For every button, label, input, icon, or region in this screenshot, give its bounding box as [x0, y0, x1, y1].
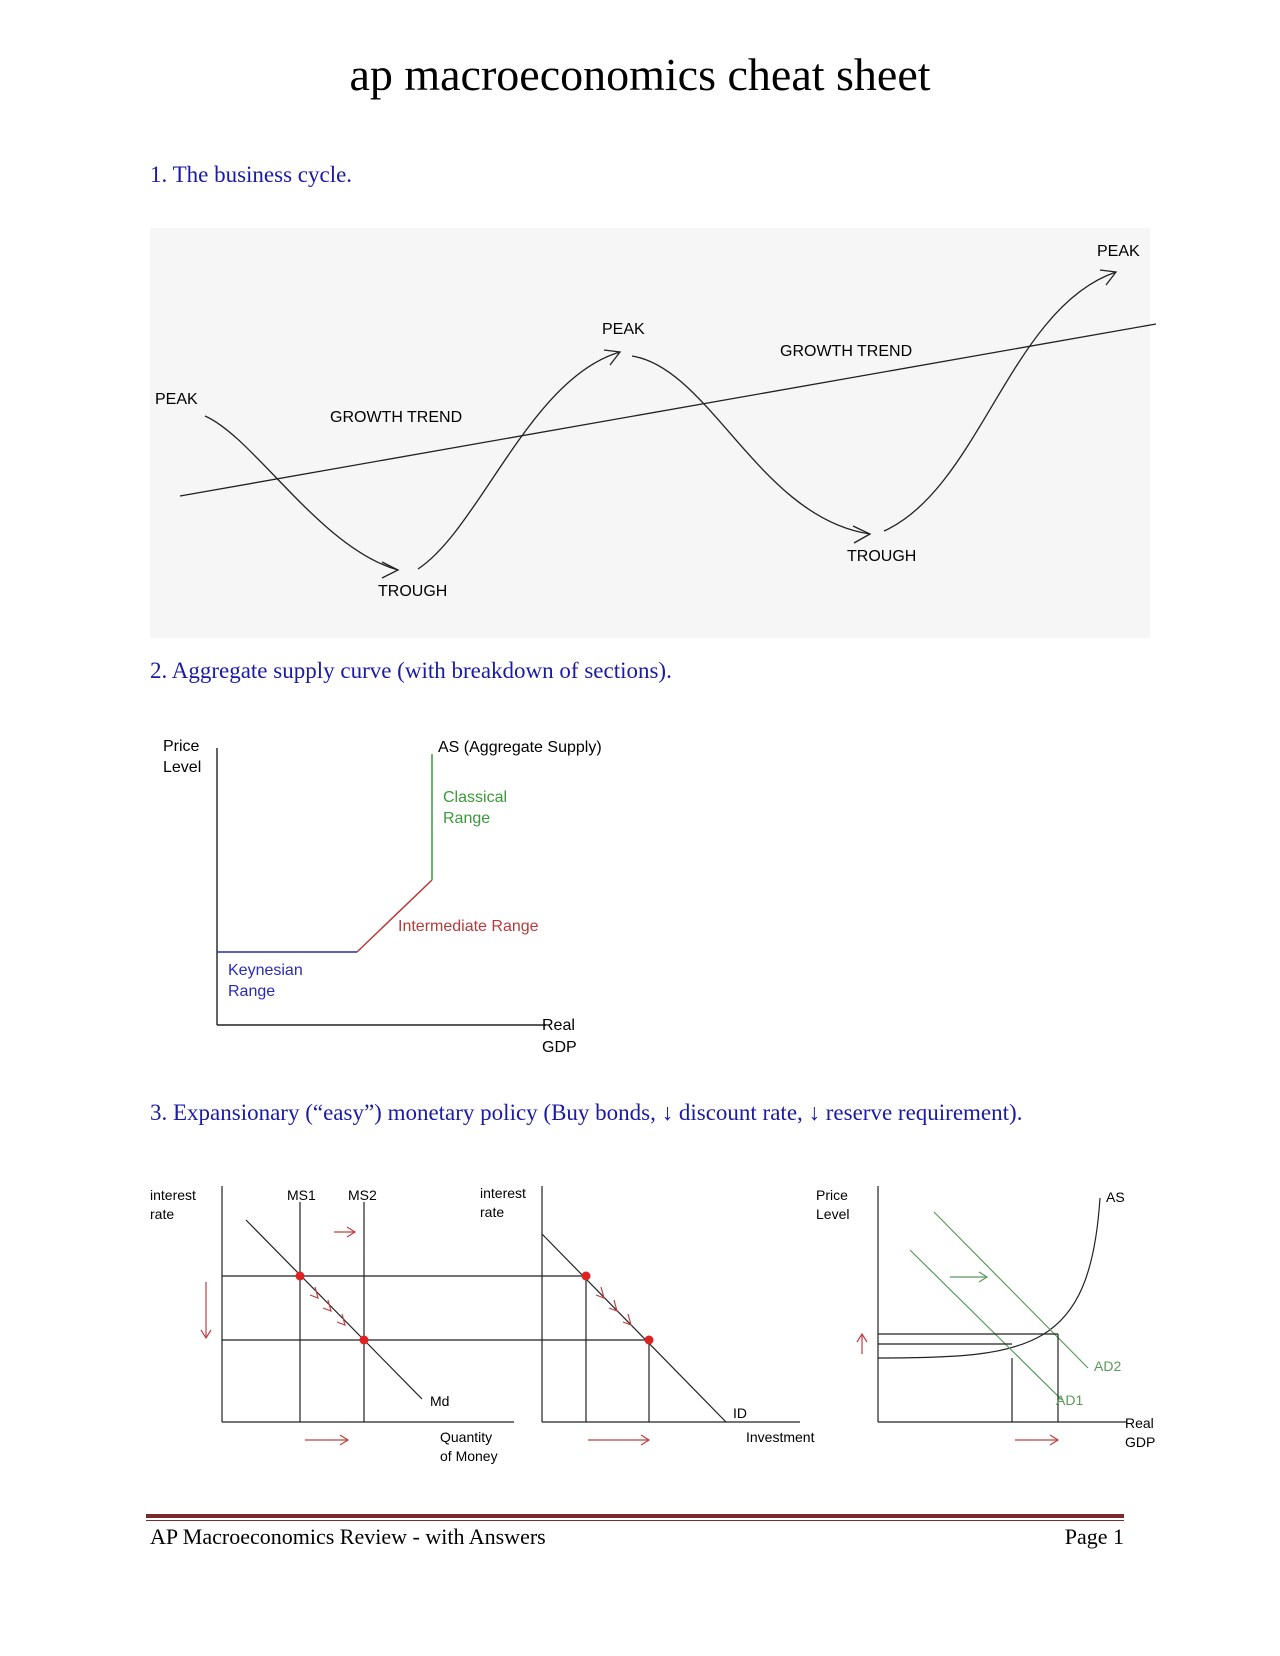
page-number: Page 1	[1064, 1524, 1124, 1549]
growth-trend-label: GROWTH TREND	[330, 409, 463, 426]
y-axis-label: rate	[480, 1204, 505, 1220]
footer-divider	[146, 1514, 1124, 1518]
equilibrium-dot	[296, 1272, 305, 1281]
classical-range-label: Range	[443, 810, 491, 827]
footer-divider	[146, 1520, 1124, 1521]
growth-trend-label: GROWTH TREND	[780, 343, 913, 360]
arrow-icon	[588, 1287, 649, 1445]
ad1-curve	[910, 1250, 1062, 1400]
as-label: AS	[1106, 1189, 1125, 1205]
y-axis-label: rate	[150, 1206, 175, 1222]
ms2-label: MS2	[348, 1187, 377, 1203]
y-axis-label: Level	[163, 759, 202, 776]
md-label: Md	[430, 1393, 450, 1409]
id-label: ID	[733, 1405, 747, 1421]
classical-range-label: Classical	[443, 789, 508, 806]
peak-label: PEAK	[155, 391, 198, 408]
y-axis-label: Level	[816, 1206, 850, 1222]
business-cycle-diagram	[150, 228, 1150, 638]
trough-label: TROUGH	[378, 583, 448, 600]
x-axis-label: Real	[542, 1017, 575, 1034]
footer-doc-title: AP Macroeconomics Review - with Answers	[150, 1524, 546, 1549]
equilibrium-dot	[360, 1336, 369, 1345]
x-axis-label: GDP	[542, 1039, 577, 1056]
x-axis-label: Quantity	[440, 1429, 493, 1445]
arrow-icon	[201, 1227, 355, 1445]
intermediate-range-label: Intermediate Range	[398, 918, 539, 935]
y-axis-label: Price	[816, 1187, 848, 1203]
monetary-policy-diagram	[150, 1162, 1156, 1464]
keynesian-range-label: Range	[228, 983, 276, 1000]
y-axis-label: interest	[480, 1185, 526, 1201]
x-axis-label: GDP	[1125, 1434, 1156, 1450]
md-curve	[246, 1220, 422, 1399]
trough-label: TROUGH	[847, 548, 917, 565]
keynesian-range-label: Keynesian	[228, 962, 303, 979]
ad1-label: AD1	[1056, 1392, 1084, 1408]
intermediate-segment	[357, 880, 432, 952]
x-axis-label: Investment	[746, 1429, 815, 1445]
aggregate-supply-diagram	[150, 728, 650, 1058]
page-title: ap macroeconomics cheat sheet	[349, 49, 931, 100]
section-heading-monetary-policy: 3. Expansionary (“easy”) monetary policy (Buy bonds, ↓ discount rate, ↓ reserve requirement).	[150, 1100, 1023, 1125]
x-axis-label: of Money	[440, 1448, 498, 1464]
equilibrium-dot	[582, 1272, 591, 1281]
y-axis-label: Price	[163, 738, 200, 755]
x-axis-label: Real	[1125, 1415, 1154, 1431]
peak-label: PEAK	[1097, 243, 1140, 260]
y-axis-label: interest	[150, 1187, 196, 1203]
equilibrium-dot	[645, 1336, 654, 1345]
as-curve-label: AS (Aggregate Supply)	[438, 739, 602, 756]
ms1-label: MS1	[287, 1187, 316, 1203]
ad2-label: AD2	[1094, 1358, 1122, 1374]
id-curve	[542, 1234, 726, 1422]
section-heading-aggregate-supply: 2. Aggregate supply curve (with breakdown of sections).	[150, 658, 672, 683]
peak-label: PEAK	[602, 321, 645, 338]
section-heading-business-cycle: 1. The business cycle.	[150, 162, 353, 187]
